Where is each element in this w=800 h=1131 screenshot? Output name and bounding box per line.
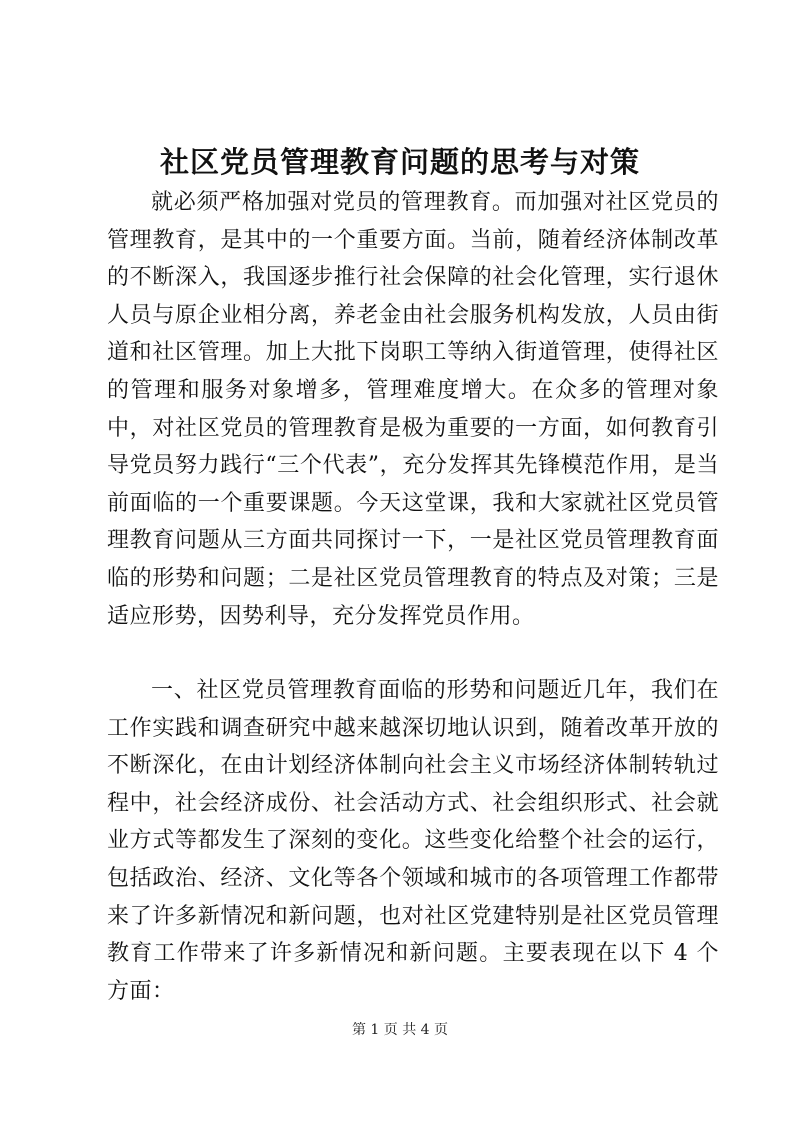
page-number-footer: 第 1 页 共 4 页: [351, 1022, 449, 1038]
body-paragraph-2-container: [107, 672, 719, 1010]
document-title: 社区党员管理教育问题的思考与对策: [159, 145, 640, 179]
body-paragraph: 就必须严格加强对党员的管理教育。而加强对社区党员的管理教育，是其中的一个重要方面。当前，随着经济体制改革的不断深入，我国逐步推行社会保障的社会化管理，实行退休人员与原企业相分离，养老金由社会服务机构发放，人员由街道和社区管理。加上大批下岗职工等纳入街道管理，使得社区的管理和服务对象增多，管理难度增大。在众多的管理对象中，对社区党员的管理教育是极为重要的一方面，如何教育引导党员努力践行“三个代表”，充分发挥其先锋模范作用，是当前面临的一个重要课题。今天这堂课，我和大家就社区党员管理教育问题从三方面共同探讨一下，一是社区党员管理教育面临的形势和问题；二是社区党员管理教育的特点及对策；三是适应形势，因势利导，充分发挥党员作用。: [107, 190, 719, 629]
body-paragraph-1-container: [107, 184, 719, 635]
body-paragraph: 一、社区党员管理教育面临的形势和问题近几年，我们在工作实践和调查研究中越来越深切地认识到，随着改革开放的不断深化，在由计划经济体制向社会主义市场经济体制转轨过程中，社会经济成份、社会活动方式、社会组织形式、社会就业方式等都发生了深刻的变化。这些变化给整个社会的运行，包括政治、经济、文化等各个领域和城市的各项管理工作都带来了许多新情况和新问题，也对社区党建特别是社区党员管理教育工作带来了许多新情况和新问题。主要表现在以下 4 个方面：: [107, 678, 719, 1004]
